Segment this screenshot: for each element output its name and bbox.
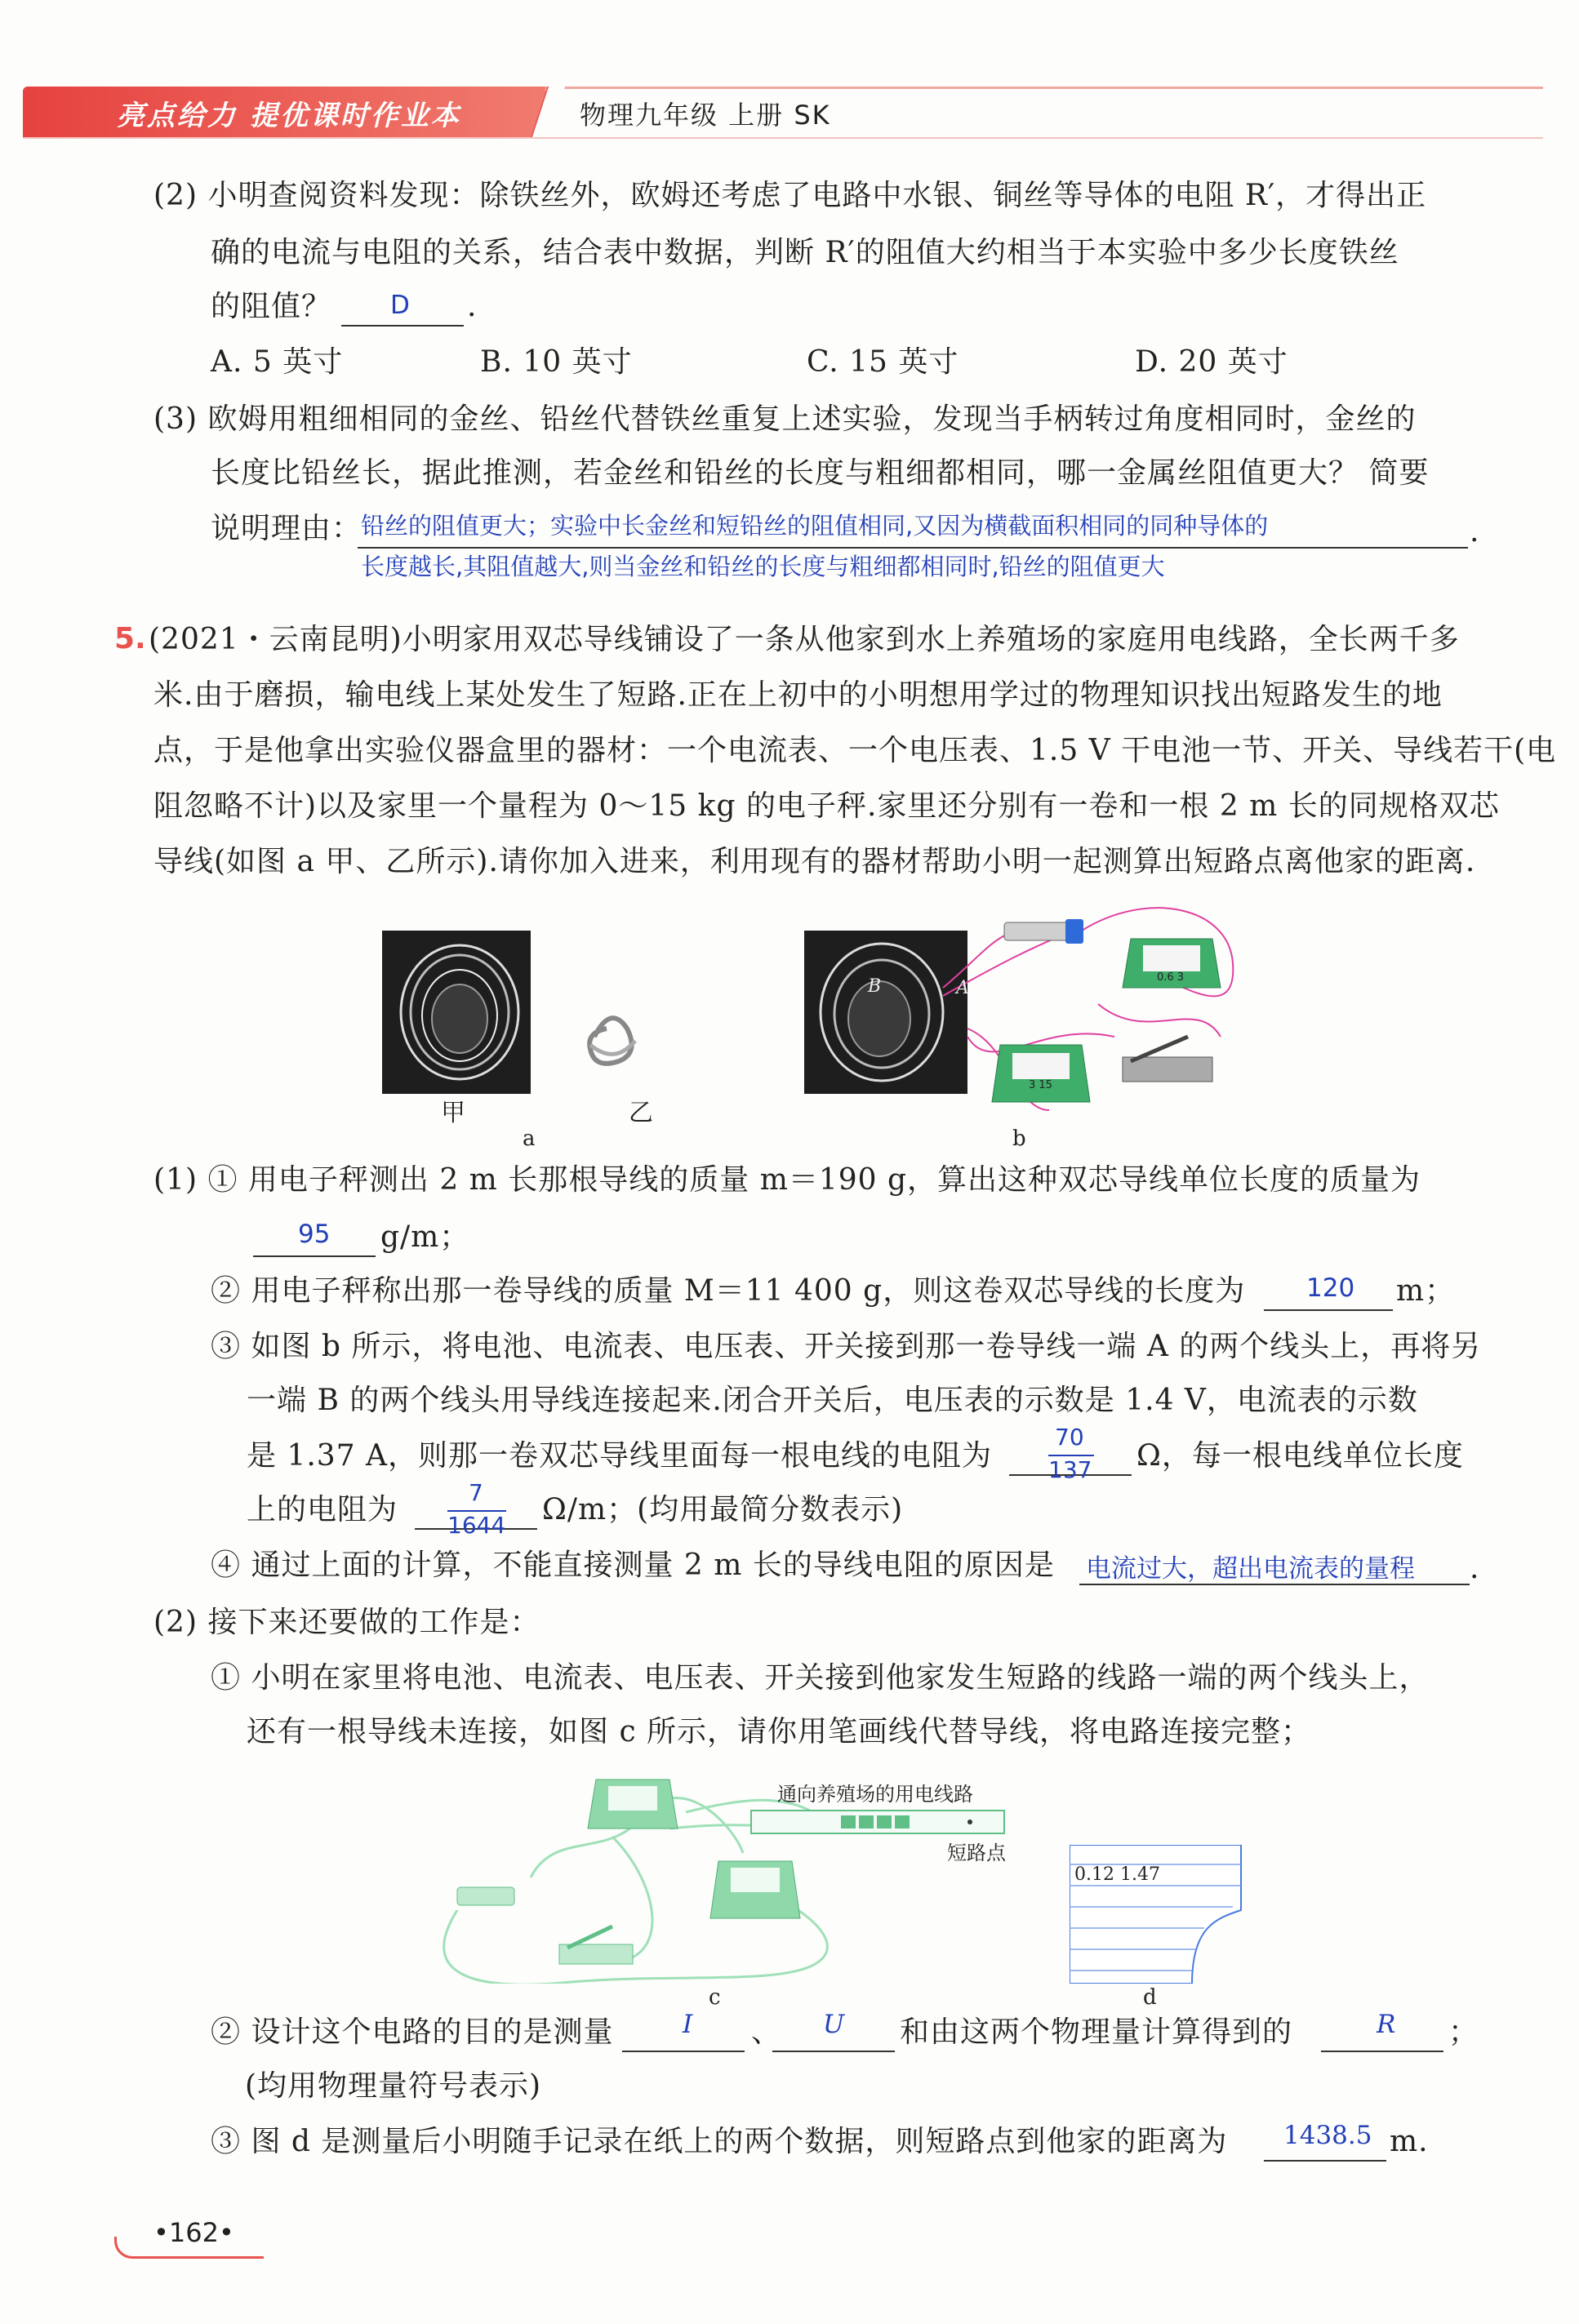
fig-a-caption: a (523, 1126, 536, 1151)
header-divider (545, 87, 1543, 89)
q4-p3-line2: 长度比铅丝长，据此推测，若金丝和铅丝的长度与粗细都相同，哪一金属丝阻值更大？ 简要 (211, 456, 1430, 490)
q5-p2-3-answer: 1438.5 (1283, 2121, 1372, 2150)
q5-p1-3-ans2-num: 7 (469, 1479, 483, 1506)
fig-b-meter-top: 0.6 3 (1157, 971, 1185, 984)
q5-p1-4: ④ 通过上面的计算，不能直接测量 2 m 长的导线电阻的原因是 (211, 1549, 1055, 1582)
q5-p1-3-ans1-den: 137 (1048, 1456, 1092, 1483)
q5-p2-2-note: (均用物理量符号表示) (245, 2069, 542, 2103)
q5-p1-3-line1: ③ 如图 b 所示，将电池、电流表、电压表、开关接到那一卷导线一端 A 的两个线头上，再将另 (211, 1330, 1482, 1363)
q5-p1-3-line4: 上的电阻为 (247, 1493, 398, 1526)
q5-p1-1-unit: g/m； (380, 1220, 470, 1254)
header-banner (23, 87, 545, 137)
q5-p2-3-blank (1264, 2160, 1386, 2162)
q5-p2-1-line2: 还有一根导线未连接，如图 c 所示，请你用笔画线代替导线，将电路连接完整； (247, 1715, 1312, 1749)
q5-p2-2-a: ② 设计这个电路的目的是测量 (211, 2015, 614, 2049)
q5-p1-4-period: . (1470, 1552, 1480, 1585)
figure-c (425, 1763, 1045, 1984)
header-bottom-rule (23, 137, 1543, 139)
fig-b-caption: b (1012, 1126, 1026, 1151)
fig-a-jia-label: 甲 (441, 1099, 465, 1127)
q5-intro-line5: 导线(如图 a 甲、乙所示).请你加入进来，利用现有的器材帮助小明一起测算出短路点离他家的距离. (153, 845, 1476, 878)
battery-c (457, 1887, 514, 1905)
wire-c-3 (612, 1837, 652, 1959)
q4-p2-line2: 确的电流与电阻的关系，结合表中数据，判断 R′的阻值大约相当于本实验中多少长度铁丝 (211, 236, 1399, 269)
q5-intro-line2: 米.由于磨损，输电线上某处发生了短路.正在上初中的小明想用学过的物理知识找出短路发生的地 (153, 678, 1443, 712)
fig-c-short-point: 短路点 (947, 1842, 1006, 1864)
q4-p2-period: . (467, 290, 478, 323)
q4-p3-line1: (3) 欧姆用粗细相同的金丝、铅丝代替铁丝重复上述实验，发现当手柄转过角度相同时，金丝的 (153, 402, 1417, 436)
q4-p3-period: . (1470, 515, 1480, 549)
line-segment-2 (859, 1815, 874, 1829)
q5-p2-2-blank3 (1321, 2051, 1443, 2052)
q5-p2-2-blank1 (622, 2051, 745, 2052)
q5-number: 5. (114, 622, 146, 655)
q5-p2-2-sep: 、 (751, 2015, 782, 2049)
line-segment-3 (877, 1815, 892, 1829)
line-segment-4 (895, 1815, 910, 1829)
q5-p1-3-line3: 是 1.37 A，则那一卷双芯导线里面每一根电线的电阻为 (247, 1439, 993, 1473)
q5-p2-2-ans3: R (1377, 2010, 1396, 2039)
q5-p1-4-answer: 电流过大，超出电流表的量程 (1086, 1554, 1415, 1584)
q4-p2-answer: D (390, 291, 410, 320)
q5-intro-line3: 点，于是他拿出实验仪器盒里的器材：一个电流表、一个电压表、1.5 V 干电池一节、开关、导线若干(电 (153, 734, 1557, 767)
q5-p1-3-ans1-num: 70 (1055, 1424, 1084, 1451)
fig-b-label-b: B (868, 976, 882, 997)
figure-a (382, 931, 709, 1126)
book-info: 物理九年级 上册 SK (580, 100, 831, 131)
figure-a-drawing (382, 931, 709, 1126)
q5-p1-3-ans2-den: 1644 (447, 1512, 506, 1539)
page-number: •162• (153, 2217, 234, 2248)
battery-b-cap (1065, 919, 1083, 944)
q4-p2-blank (341, 325, 464, 327)
fig-d-caption: d (1143, 1985, 1157, 2010)
fig-b-meter-bottom: 3 15 (1029, 1079, 1052, 1091)
voltmeter-b-face (1012, 1053, 1070, 1079)
figure-d (1070, 1845, 1249, 1984)
coil-jia-center (432, 984, 487, 1053)
q4-option-a: A. 5 英寸 (211, 345, 344, 379)
series-title: 亮点给力 提优课时作业本 (117, 100, 461, 132)
q5-p1-3-end: Ω/m；(均用最简分数表示) (542, 1493, 904, 1526)
q4-option-d: D. 20 英寸 (1135, 345, 1288, 379)
q4-p2-line3: 的阻值？ (211, 290, 332, 323)
ammeter-c-face (608, 1786, 657, 1811)
q4-p3-answer-line1: 铅丝的阻值更大；实验中长金丝和短铅丝的阻值相同,又因为横截面积相同的同种导体的 (361, 512, 1269, 540)
q5-p2-1-line1: ① 小明在家里将电池、电流表、电压表、开关接到他家发生短路的线路一端的两个线头上， (211, 1661, 1430, 1695)
q5-p1-2: ② 用电子秤称出那一卷导线的质量 M＝11 400 g，则这卷双芯导线的长度为 (211, 1274, 1246, 1308)
figure-b-drawing (804, 898, 1245, 1135)
q5-p2-2-blank2 (772, 2051, 895, 2052)
q5-p1-2-blank (1264, 1309, 1393, 1311)
fig-a-yi-label: 乙 (629, 1099, 653, 1127)
fig-c-caption: c (709, 1985, 721, 2010)
short-point-dot (967, 1820, 972, 1824)
ammeter-b-face (1143, 945, 1200, 971)
q4-p3-answer-line2: 长度越长,其阻值越大,则当金丝和铅丝的长度与粗细都相同时,铅丝的阻值更大 (361, 553, 1165, 580)
q5-p1-1-answer: 95 (298, 1220, 331, 1249)
q5-p2-3: ③ 图 d 是测量后小明随手记录在纸上的两个数据，则短路点到他家的距离为 (211, 2125, 1228, 2158)
q5-p1-3-mid: Ω，每一根电线单位长度 (1136, 1439, 1464, 1473)
q5-p1-2-answer: 120 (1306, 1273, 1355, 1303)
q5-p2-2-end: ； (1448, 2015, 1479, 2049)
q5-p1-2-unit: m； (1396, 1274, 1456, 1308)
q5-p2-2-ans1: I (683, 2010, 693, 2039)
q4-option-b: B. 10 英寸 (480, 345, 633, 379)
q5-p1-3-line2: 一端 B 的两个线头用导线连接起来.闭合开关后，电压表的示数是 1.4 V，电流表的示数 (247, 1384, 1418, 1417)
wire-yi (589, 1018, 631, 1064)
fig-d-values: 0.12 1.47 (1074, 1864, 1160, 1885)
wire-b-pink4 (1098, 1004, 1221, 1037)
q5-p1-1-blank (253, 1255, 376, 1257)
q5-p1-1: (1) ① 用电子秤测出 2 m 长那根导线的质量 m＝190 g，算出这种双芯导线单位长度的质量为 (153, 1163, 1421, 1197)
fig-c-line-label: 通向养殖场的用电线路 (777, 1783, 973, 1806)
figure-b (804, 898, 1245, 1135)
q5-p2-2-b: 和由这两个物理量计算得到的 (900, 2015, 1293, 2049)
q5-p2-2-ans2: U (823, 2010, 845, 2039)
line-segment-1 (841, 1815, 856, 1829)
q4-p2-line1: (2) 小明查阅资料发现：除铁丝外，欧姆还考虑了电路中水银、铜丝等导体的电阻 R′，才得出正 (153, 179, 1427, 212)
fig-b-label-a: A (956, 978, 969, 998)
q5-p2-3-unit: m. (1390, 2125, 1429, 2158)
q5-intro-line1: (2021・云南昆明)小明家用双芯导线铺设了一条从他家到水上养殖场的家庭用电线路，全长两千多 (149, 623, 1460, 656)
q5-intro-line4: 阻忽略不计)以及家里一个量程为 0～15 kg 的电子秤.家里还分别有一卷和一根 2 m 长的同规格双芯 (153, 789, 1500, 823)
voltmeter-c-face (731, 1868, 780, 1892)
q4-p3-line3: 说明理由： (211, 512, 363, 545)
q5-p2-head: (2) 接下来还要做的工作是： (153, 1606, 540, 1639)
q4-option-c: C. 15 英寸 (807, 345, 959, 379)
